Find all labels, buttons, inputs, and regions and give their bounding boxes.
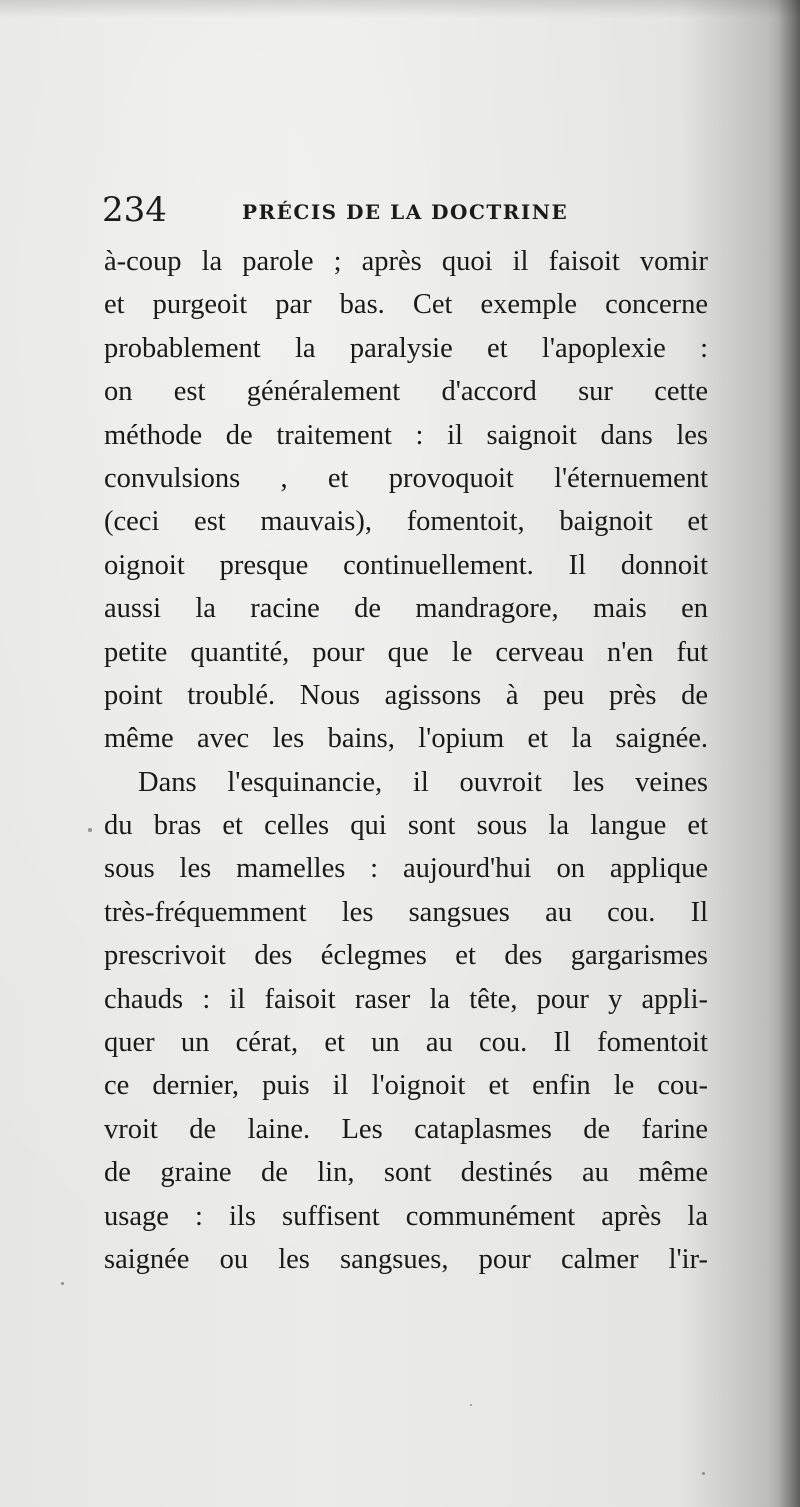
text-line: chauds : il faisoit raser la tête, pour y appli- [104, 983, 708, 1015]
paragraph-1 [104, 240, 708, 761]
paper-speck [88, 828, 92, 832]
text-line: ce dernier, puis il l'oignoit et enfin le cou- [104, 1070, 708, 1102]
text-line: prescrivoit des éclegmes et des gargarismes [104, 940, 708, 972]
text-line: vroit de laine. Les cataplasmes de farine [104, 1113, 708, 1145]
text-line: Dans l'esquinancie, il ouvroit les veines [138, 766, 708, 798]
text-line: probablement la paralysie et l'apoplexie : [104, 332, 708, 364]
text-line: aussi la racine de mandragore, mais en [104, 593, 708, 625]
spine-shadow [778, 0, 800, 1507]
text-line: quer un cérat, et un au cou. Il fomentoit [104, 1027, 708, 1059]
text-line: (ceci est mauvais), fomentoit, baignoit et [104, 506, 708, 538]
paper-speck [61, 1282, 64, 1285]
text-line: sous les mamelles : aujourd'hui on applique [104, 853, 708, 885]
paper-speck [702, 1472, 705, 1475]
text-line: on est généralement d'accord sur cette [104, 376, 708, 408]
page-top-shadow [0, 0, 800, 18]
text-line: méthode de traitement : il saignoit dans les [104, 419, 708, 451]
text-line: saignée ou les sangsues, pour calmer l'ir- [104, 1243, 708, 1275]
page-header [102, 186, 722, 234]
text-line: et purgeoit par bas. Cet exemple concerne [104, 289, 708, 321]
running-head: PRÉCIS DE LA DOCTRINE [242, 200, 569, 224]
paper-speck [470, 1404, 472, 1406]
text-line: convulsions , et provoquoit l'éternuement [104, 462, 708, 494]
paragraph-2 [104, 761, 708, 1282]
text-line: très-fréquemment les sangsues au cou. Il [104, 896, 708, 928]
text-line: du bras et celles qui sont sous la langue et [104, 810, 708, 842]
text-line: usage : ils suffisent communément après la [104, 1200, 708, 1232]
text-line: point troublé. Nous agissons à peu près de [104, 679, 708, 711]
page-number: 234 [102, 190, 167, 230]
text-line: à-coup la parole ; après quoi il faisoit vomir [104, 246, 708, 277]
text-line: petite quantité, pour que le cerveau n'en fut [104, 636, 708, 668]
text-line: oignoit presque continuellement. Il donnoit [104, 549, 708, 581]
body-text [104, 240, 708, 1281]
text-line: de graine de lin, sont destinés au même [104, 1157, 708, 1189]
text-line: même avec les bains, l'opium et la saignée. [104, 723, 708, 755]
